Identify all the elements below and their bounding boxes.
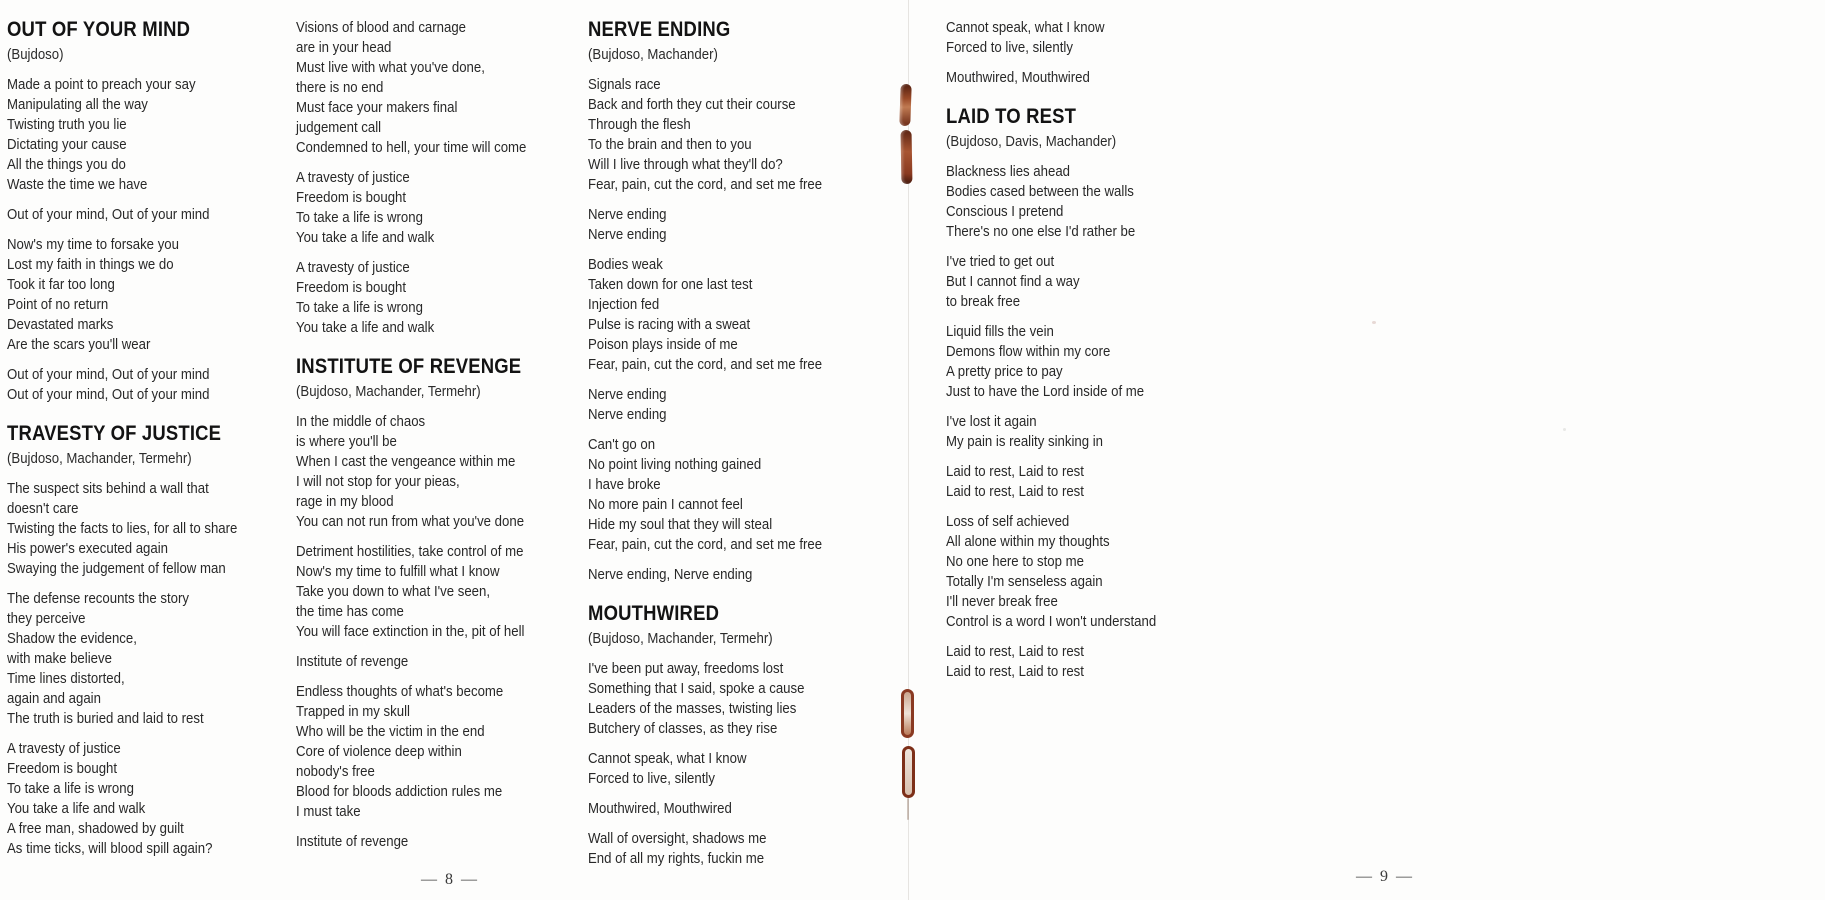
staple-rust-bottom-upper xyxy=(901,689,914,738)
lyric-line: You take a life and walk xyxy=(296,319,435,336)
song-title: LAID TO REST xyxy=(946,105,1077,128)
lyric-line: Something that I said, spoke a cause xyxy=(588,680,805,697)
lyrics-column-3 xyxy=(588,18,822,869)
lyric-line: Blackness lies ahead xyxy=(946,163,1071,180)
lyric-line: Must live with what you've done, xyxy=(296,59,485,76)
lyric-line: Fear, pain, cut the cord, and set me free xyxy=(588,356,823,373)
lyric-line: End of all my rights, fuckin me xyxy=(588,850,765,867)
lyrics-stanza xyxy=(296,682,526,822)
lyric-line: No one here to stop me xyxy=(946,553,1084,570)
lyric-line: Made a point to preach your say xyxy=(7,76,196,93)
song-title: MOUTHWIRED xyxy=(588,602,720,625)
lyric-line: they perceive xyxy=(7,610,86,627)
lyric-line: there is no end xyxy=(296,79,384,96)
lyrics-stanza xyxy=(588,435,822,555)
lyric-line: Manipulating all the way xyxy=(7,96,148,113)
lyric-line: Twisting the facts to lies, for all to share xyxy=(7,520,238,537)
lyrics-stanza xyxy=(7,205,237,225)
lyric-line: Must face your makers final xyxy=(296,99,458,116)
lyric-line: Freedom is bought xyxy=(7,760,118,777)
lyric-line: Liquid fills the vein xyxy=(946,323,1054,340)
lyric-line: I've tried to get out xyxy=(946,253,1055,270)
song-credit: (Bujdoso, Machander, Termehr) xyxy=(588,630,773,647)
lyrics-stanza xyxy=(946,162,1156,242)
dust-speck xyxy=(1018,266,1023,269)
lyric-line: In the middle of chaos xyxy=(296,413,426,430)
lyric-line: When I cast the vengeance within me xyxy=(296,453,516,470)
lyric-line: His power's executed again xyxy=(7,540,169,557)
lyric-line: I've lost it again xyxy=(946,413,1037,430)
lyric-line: again and again xyxy=(7,690,101,707)
lyric-line: to break free xyxy=(946,293,1021,310)
lyrics-stanza xyxy=(7,365,237,405)
lyric-line: There's no one else I'd rather be xyxy=(946,223,1136,240)
song-credit: (Bujdoso, Davis, Machander) xyxy=(946,133,1117,150)
lyric-line: Back and forth they cut their course xyxy=(588,96,796,113)
lyrics-stanza xyxy=(7,235,237,355)
lyrics-stanza xyxy=(296,18,526,158)
lyric-line: Endless thoughts of what's become xyxy=(296,683,504,700)
lyrics-stanza xyxy=(296,258,526,338)
lyric-line: Waste the time we have xyxy=(7,176,148,193)
lyric-line: To the brain and then to you xyxy=(588,136,752,153)
lyric-line: Now's my time to fulfill what I know xyxy=(296,563,500,580)
lyric-line: A travesty of justice xyxy=(296,259,410,276)
page-number-right: — 9 — xyxy=(1356,868,1414,885)
lyric-line: Will I live through what they'll do? xyxy=(588,156,783,173)
lyric-line: To take a life is wrong xyxy=(7,780,134,797)
lyrics-stanza xyxy=(296,542,526,642)
lyric-line: Who will be the victim in the end xyxy=(296,723,485,740)
lyric-line: Nerve ending, Nerve ending xyxy=(588,566,753,583)
lyrics-stanza xyxy=(296,832,526,852)
lyric-line: Nerve ending xyxy=(588,206,667,223)
lyric-line: Fear, pain, cut the cord, and set me free xyxy=(588,536,823,553)
lyric-line: Institute of revenge xyxy=(296,833,409,850)
lyrics-stanza xyxy=(588,255,822,375)
lyrics-stanza xyxy=(7,75,237,195)
lyric-line: Devastated marks xyxy=(7,316,114,333)
lyrics-stanza xyxy=(946,68,1156,88)
lyric-line: Pulse is racing with a sweat xyxy=(588,316,751,333)
lyrics-stanza xyxy=(946,642,1156,682)
lyric-line: Forced to live, silently xyxy=(946,39,1073,56)
lyrics-stanza xyxy=(946,252,1156,312)
lyric-line: Mouthwired, Mouthwired xyxy=(946,69,1090,86)
lyric-line: are in your head xyxy=(296,39,392,56)
lyric-line: Loss of self achieved xyxy=(946,513,1070,530)
lyric-line: judgement call xyxy=(296,119,382,136)
lyric-line: Can't go on xyxy=(588,436,656,453)
lyric-line: Institute of revenge xyxy=(296,653,409,670)
lyric-line: Visions of blood and carnage xyxy=(296,19,467,36)
lyric-line: The suspect sits behind a wall that xyxy=(7,480,209,497)
page-number-left: — 8 — xyxy=(421,871,479,888)
lyric-line: Nerve ending xyxy=(588,386,667,403)
lyric-line: To take a life is wrong xyxy=(296,209,423,226)
lyric-line: Forced to live, silently xyxy=(588,770,715,787)
lyric-line: Freedom is bought xyxy=(296,189,407,206)
lyric-line: You can not run from what you've done xyxy=(296,513,525,530)
lyric-line: Conscious I pretend xyxy=(946,203,1064,220)
lyric-line: Mouthwired, Mouthwired xyxy=(588,800,732,817)
lyric-line: Through the flesh xyxy=(588,116,691,133)
lyric-line: Leaders of the masses, twisting lies xyxy=(588,700,797,717)
lyric-line: Fear, pain, cut the cord, and set me free xyxy=(588,176,823,193)
lyric-line: Nerve ending xyxy=(588,226,667,243)
lyric-line: the time has come xyxy=(296,603,404,620)
lyric-line: A pretty price to pay xyxy=(946,363,1063,380)
dust-speck xyxy=(1563,428,1566,431)
lyric-line: Control is a word I won't understand xyxy=(946,613,1157,630)
song-title: TRAVESTY OF JUSTICE xyxy=(7,422,222,445)
lyrics-stanza xyxy=(588,659,822,739)
lyric-line: Out of your mind, Out of your mind xyxy=(7,386,210,403)
lyric-line: Wall of oversight, shadows me xyxy=(588,830,767,847)
lyric-line: I have broke xyxy=(588,476,661,493)
lyric-line: You will face extinction in the, pit of hell xyxy=(296,623,525,640)
lyric-line: Point of no return xyxy=(7,296,109,313)
lyric-line: I'll never break free xyxy=(946,593,1058,610)
lyric-line: Laid to rest, Laid to rest xyxy=(946,483,1084,500)
song-title: NERVE ENDING xyxy=(588,18,731,41)
lyric-line: Butchery of classes, as they rise xyxy=(588,720,778,737)
lyric-line: I will not stop for your pieas, xyxy=(296,473,460,490)
lyric-line: A free man, shadowed by guilt xyxy=(7,820,184,837)
lyric-line: Twisting truth you lie xyxy=(7,116,127,133)
lyric-line: Lost my faith in things we do xyxy=(7,256,174,273)
lyric-line: Out of your mind, Out of your mind xyxy=(7,206,210,223)
song-credit: (Bujdoso, Machander, Termehr) xyxy=(7,450,192,467)
song-credit: (Bujdoso, Machander, Termehr) xyxy=(296,383,481,400)
lyric-line: My pain is reality sinking in xyxy=(946,433,1103,450)
lyric-line: Bodies weak xyxy=(588,256,663,273)
lyric-line: Freedom is bought xyxy=(296,279,407,296)
lyric-line: Taken down for one last test xyxy=(588,276,753,293)
lyric-line: Core of violence deep within xyxy=(296,743,462,760)
song-title: OUT OF YOUR MIND xyxy=(7,18,191,41)
lyric-line: Nerve ending xyxy=(588,406,667,423)
lyric-line: Poison plays inside of me xyxy=(588,336,738,353)
lyric-line: A travesty of justice xyxy=(296,169,410,186)
lyrics-stanza xyxy=(7,739,237,859)
lyric-line: To take a life is wrong xyxy=(296,299,423,316)
lyric-line: Trapped in my skull xyxy=(296,703,410,720)
lyric-line: All the things you do xyxy=(7,156,126,173)
lyric-line: Detriment hostilities, take control of me xyxy=(296,543,524,560)
lyric-line: I've been put away, freedoms lost xyxy=(588,660,784,677)
lyrics-stanza xyxy=(946,512,1156,632)
lyric-line: with make believe xyxy=(7,650,112,667)
lyric-line: You take a life and walk xyxy=(7,800,146,817)
lyric-line: Demons flow within my core xyxy=(946,343,1111,360)
staple-rust-bottom-tail xyxy=(907,798,909,820)
lyrics-stanza xyxy=(588,75,822,195)
lyric-line: Blood for bloods addiction rules me xyxy=(296,783,503,800)
lyrics-stanza xyxy=(7,479,237,579)
lyrics-stanza xyxy=(946,322,1156,402)
staple-rust-top-lower xyxy=(901,130,913,184)
lyrics-stanza xyxy=(588,829,822,869)
song-credit: (Bujdoso) xyxy=(7,46,64,63)
lyrics-stanza xyxy=(7,589,237,729)
dust-speck xyxy=(1372,321,1376,324)
staple-rust-bottom-lower xyxy=(902,746,915,798)
lyric-line: Just to have the Lord inside of me xyxy=(946,383,1145,400)
lyric-line: The truth is buried and laid to rest xyxy=(7,710,204,727)
lyric-line: Condemned to hell, your time will come xyxy=(296,139,527,156)
lyric-line: Swaying the judgement of fellow man xyxy=(7,560,226,577)
lyric-line: Shadow the evidence, xyxy=(7,630,137,647)
lyrics-column-4 xyxy=(946,18,1156,682)
lyric-line: All alone within my thoughts xyxy=(946,533,1110,550)
lyric-line: Totally I'm senseless again xyxy=(946,573,1103,590)
lyric-line: is where you'll be xyxy=(296,433,397,450)
lyric-line: Laid to rest, Laid to rest xyxy=(946,663,1084,680)
lyrics-column-1 xyxy=(7,18,237,859)
lyric-line: Laid to rest, Laid to rest xyxy=(946,463,1084,480)
lyric-line: nobody's free xyxy=(296,763,375,780)
song-title: INSTITUTE OF REVENGE xyxy=(296,355,522,378)
lyric-line: doesn't care xyxy=(7,500,79,517)
lyric-line: The defense recounts the story xyxy=(7,590,189,607)
lyric-line: A travesty of justice xyxy=(7,740,121,757)
lyric-line: Took it far too long xyxy=(7,276,115,293)
lyrics-stanza xyxy=(946,412,1156,452)
lyric-line: You take a life and walk xyxy=(296,229,435,246)
lyrics-column-2 xyxy=(296,18,526,852)
lyrics-stanza xyxy=(296,412,526,532)
lyric-line: Dictating your cause xyxy=(7,136,127,153)
lyric-line: No more pain I cannot feel xyxy=(588,496,743,513)
lyrics-stanza xyxy=(296,652,526,672)
lyric-line: Time lines distorted, xyxy=(7,670,125,687)
lyric-line: Now's my time to forsake you xyxy=(7,236,179,253)
lyrics-stanza xyxy=(588,385,822,425)
song-credit: (Bujdoso, Machander) xyxy=(588,46,718,63)
lyric-line: I must take xyxy=(296,803,361,820)
lyric-line: Laid to rest, Laid to rest xyxy=(946,643,1084,660)
lyric-line: Out of your mind, Out of your mind xyxy=(7,366,210,383)
lyric-line: Hide my soul that they will steal xyxy=(588,516,773,533)
lyric-line: Cannot speak, what I know xyxy=(946,19,1105,36)
lyrics-stanza xyxy=(296,168,526,248)
lyrics-stanza xyxy=(946,462,1156,502)
lyric-line: Signals race xyxy=(588,76,661,93)
lyric-line: Injection fed xyxy=(588,296,660,313)
lyrics-stanza xyxy=(588,749,822,789)
lyrics-stanza xyxy=(588,565,822,585)
lyric-line: Are the scars you'll wear xyxy=(7,336,151,353)
lyric-line: But I cannot find a way xyxy=(946,273,1080,290)
lyric-line: Cannot speak, what I know xyxy=(588,750,747,767)
lyric-line: No point living nothing gained xyxy=(588,456,762,473)
lyric-line: Bodies cased between the walls xyxy=(946,183,1134,200)
lyric-line: rage in my blood xyxy=(296,493,394,510)
lyric-line: As time ticks, will blood spill again? xyxy=(7,840,213,857)
staple-rust-top-upper xyxy=(899,84,911,126)
lyric-line: Take you down to what I've seen, xyxy=(296,583,491,600)
lyrics-stanza xyxy=(946,18,1156,58)
lyrics-stanza xyxy=(588,799,822,819)
lyrics-stanza xyxy=(588,205,822,245)
